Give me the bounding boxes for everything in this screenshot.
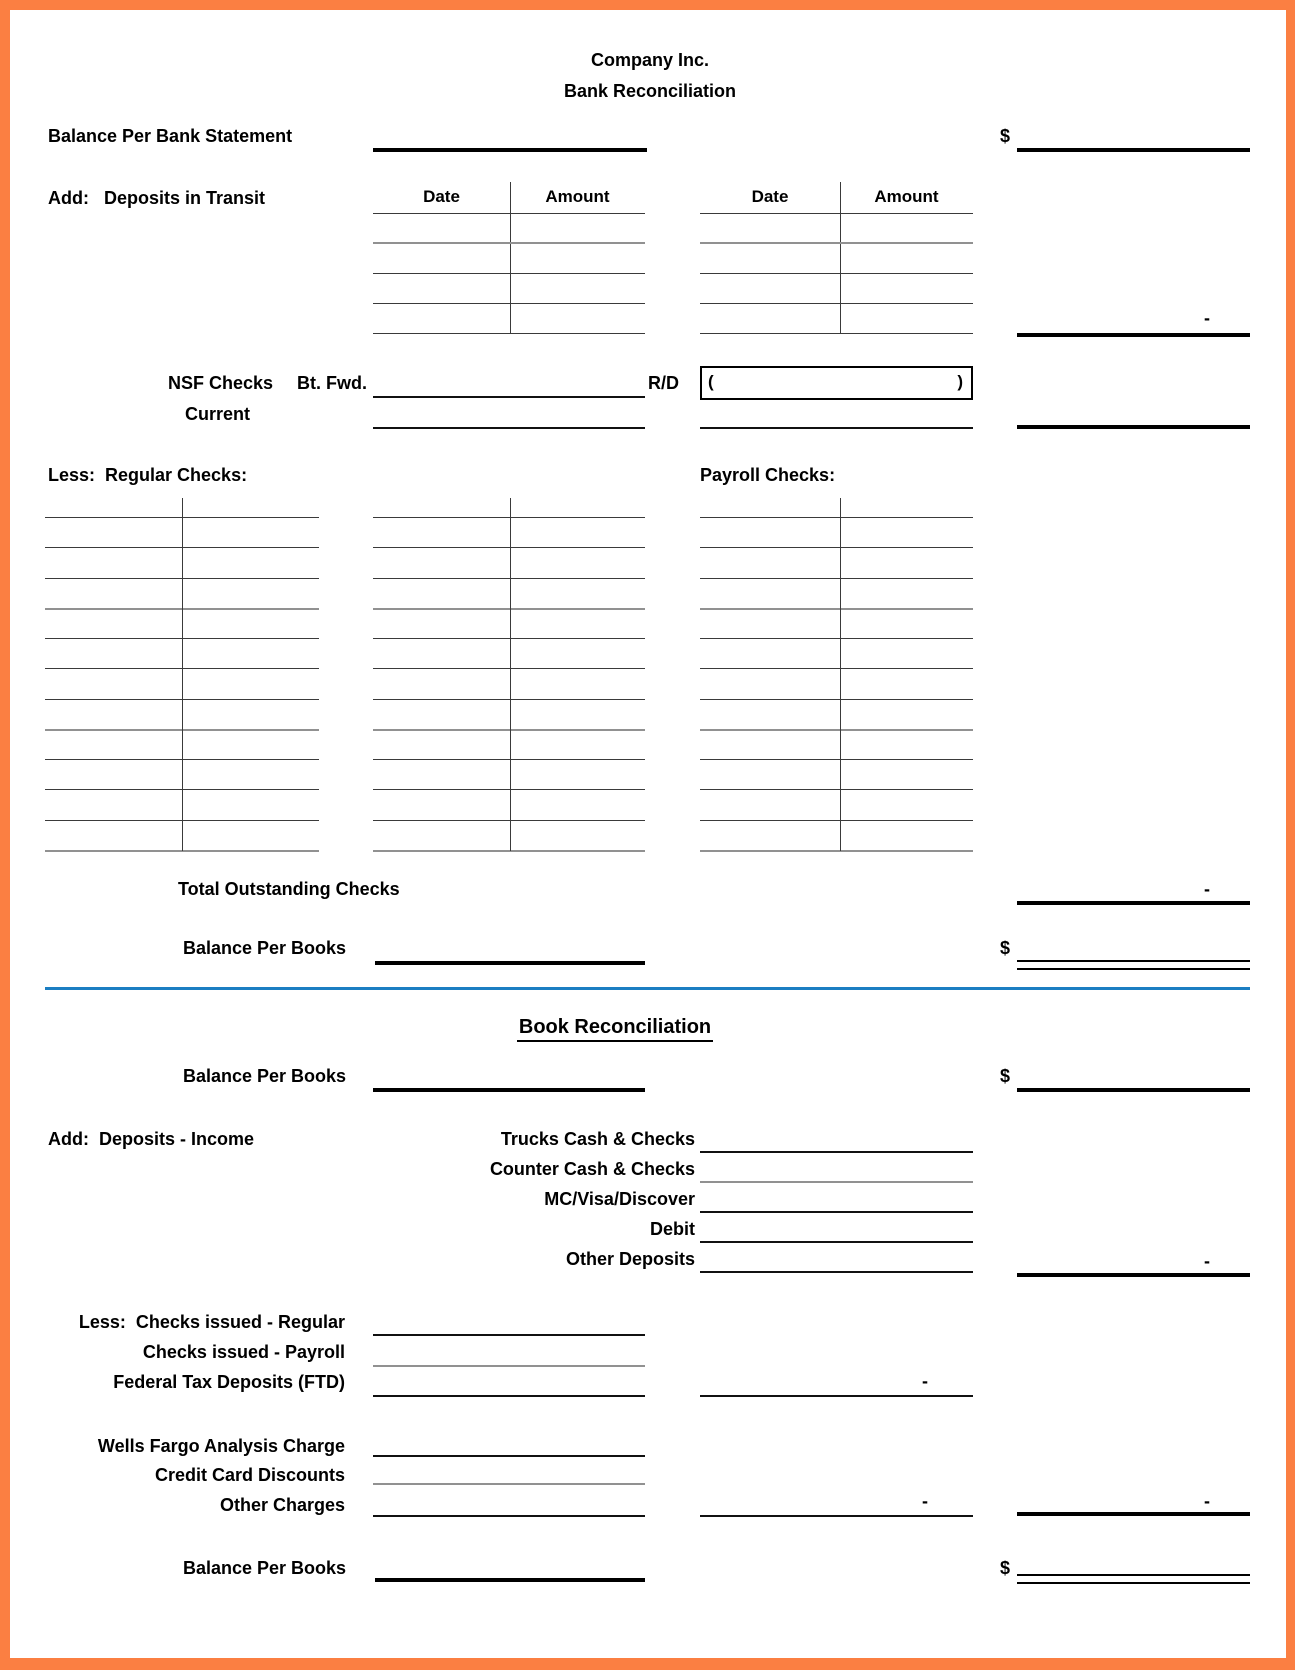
table-row-line[interactable] bbox=[373, 303, 645, 304]
charges-subtotal-line[interactable] bbox=[700, 1515, 973, 1517]
rd-input-line[interactable] bbox=[700, 427, 973, 429]
check-row-line[interactable] bbox=[700, 850, 973, 852]
balance-per-books-total-line-bank[interactable] bbox=[1017, 960, 1250, 970]
charges-total-line[interactable] bbox=[1017, 1512, 1250, 1516]
check-row-line[interactable] bbox=[373, 759, 645, 760]
section-title-bank-reconciliation: Bank Reconciliation bbox=[563, 81, 737, 101]
balance-per-books-label-bank: Balance Per Books bbox=[183, 938, 347, 958]
dollar-sign-books-bank: $ bbox=[1000, 938, 1011, 958]
checks-issued-input-line[interactable] bbox=[373, 1334, 645, 1336]
check-row-line[interactable] bbox=[700, 820, 973, 821]
table-row-line[interactable] bbox=[373, 273, 645, 274]
check-row-line[interactable] bbox=[373, 608, 645, 610]
charges-input-line[interactable] bbox=[373, 1515, 645, 1517]
deposits-in-transit-table-1[interactable] bbox=[373, 182, 645, 334]
balance-per-books-input-line-bottom[interactable] bbox=[375, 1578, 645, 1582]
less-checks-subtotal-line[interactable] bbox=[700, 1395, 973, 1397]
check-table-divider bbox=[510, 498, 511, 851]
bt-fwd-label: Bt. Fwd. bbox=[297, 373, 367, 393]
dollar-sign-bank-balance: $ bbox=[1000, 126, 1011, 146]
checks-issued-input-line[interactable] bbox=[373, 1395, 645, 1397]
check-row-line[interactable] bbox=[373, 789, 645, 790]
check-table-divider bbox=[182, 498, 183, 851]
date-column-header: Date bbox=[751, 187, 789, 206]
table-row-line[interactable] bbox=[373, 333, 645, 334]
balance-per-bank-input-line[interactable] bbox=[373, 148, 647, 152]
nsf-btfwd-input-line[interactable] bbox=[373, 396, 645, 398]
deposit-input-line[interactable] bbox=[700, 1151, 973, 1153]
balance-per-books-amount-line-book[interactable] bbox=[1017, 1088, 1250, 1092]
federal-tax-deposits-label: Federal Tax Deposits (FTD) bbox=[113, 1372, 345, 1392]
check-row-line[interactable] bbox=[700, 729, 973, 731]
table-row-line[interactable] bbox=[700, 213, 973, 214]
company-title: Company Inc. bbox=[590, 50, 710, 70]
check-row-line[interactable] bbox=[700, 789, 973, 790]
nsf-subtotal-line[interactable] bbox=[1017, 425, 1250, 429]
deposits-income-subtotal-line[interactable] bbox=[1017, 1273, 1250, 1277]
rd-label: R/D bbox=[648, 373, 679, 393]
less-checks-regular-label: Less: Checks issued - Regular bbox=[78, 1312, 345, 1332]
current-label: Current bbox=[185, 404, 251, 424]
regular-checks-table-2[interactable] bbox=[373, 498, 645, 851]
add-deposits-in-transit-label: Add: Deposits in Transit bbox=[48, 188, 266, 208]
bank-balance-amount-line[interactable] bbox=[1017, 148, 1250, 152]
other-charges-label: Other Charges bbox=[219, 1495, 345, 1515]
section-title-book-reconciliation: Book Reconciliation bbox=[365, 1014, 865, 1040]
deposit-item-other-label: Other Deposits bbox=[565, 1249, 695, 1269]
payroll-checks-label: Payroll Checks: bbox=[700, 465, 836, 485]
check-row-line[interactable] bbox=[373, 547, 645, 548]
check-row-line[interactable] bbox=[373, 668, 645, 669]
check-row-line[interactable] bbox=[373, 699, 645, 700]
checks-payroll-label: Checks issued - Payroll bbox=[142, 1342, 345, 1362]
total-outstanding-dash: - bbox=[1204, 879, 1210, 899]
check-row-line[interactable] bbox=[373, 729, 645, 731]
balance-per-books-total-line-bottom[interactable] bbox=[1017, 1574, 1250, 1584]
check-row-line[interactable] bbox=[700, 699, 973, 700]
table-row-line[interactable] bbox=[700, 333, 973, 334]
wells-fargo-charge-label: Wells Fargo Analysis Charge bbox=[97, 1436, 345, 1456]
table-row-line[interactable] bbox=[700, 273, 973, 274]
table-row-line[interactable] bbox=[373, 213, 645, 214]
charges-dash: - bbox=[922, 1491, 928, 1511]
table-row-line[interactable] bbox=[700, 242, 973, 244]
open-paren: ( bbox=[708, 372, 714, 391]
total-outstanding-line[interactable] bbox=[1017, 901, 1250, 905]
dollar-sign-books-top: $ bbox=[1000, 1066, 1011, 1086]
deposit-item-trucks-label: Trucks Cash & Checks bbox=[500, 1129, 695, 1149]
total-outstanding-checks-label: Total Outstanding Checks bbox=[178, 879, 400, 899]
amount-column-header: Amount bbox=[545, 187, 610, 206]
balance-per-books-input-line-bank[interactable] bbox=[375, 961, 645, 965]
checks-issued-input-line[interactable] bbox=[373, 1365, 645, 1367]
check-row-line[interactable] bbox=[373, 578, 645, 579]
current-input-line[interactable] bbox=[373, 427, 645, 429]
check-row-line[interactable] bbox=[373, 517, 645, 518]
deposit-input-line[interactable] bbox=[700, 1271, 973, 1273]
balance-per-books-input-line-book[interactable] bbox=[373, 1088, 645, 1092]
check-row-line[interactable] bbox=[700, 759, 973, 760]
amount-column-header: Amount bbox=[874, 187, 939, 206]
date-column-header: Date bbox=[423, 187, 460, 206]
charges-total-dash: - bbox=[1204, 1491, 1210, 1511]
add-deposits-income-label: Add: Deposits - Income bbox=[48, 1129, 255, 1149]
credit-card-discounts-label: Credit Card Discounts bbox=[154, 1465, 345, 1485]
check-row-line[interactable] bbox=[700, 547, 973, 548]
balance-per-books-label-bottom: Balance Per Books bbox=[183, 1558, 347, 1578]
deposits-in-transit-table-2[interactable] bbox=[700, 182, 973, 334]
table-row-line[interactable] bbox=[373, 242, 645, 244]
check-row-line[interactable] bbox=[700, 668, 973, 669]
check-row-line[interactable] bbox=[373, 850, 645, 852]
deposits-income-dash: - bbox=[1204, 1251, 1210, 1271]
rd-input-box[interactable] bbox=[700, 366, 973, 400]
close-paren: ) bbox=[957, 372, 963, 391]
deposits-subtotal-dash: - bbox=[1204, 308, 1210, 328]
section-divider-line bbox=[45, 987, 1250, 990]
payroll-checks-table[interactable] bbox=[700, 498, 973, 851]
less-regular-checks-label: Less: Regular Checks: bbox=[48, 465, 248, 485]
charges-input-line[interactable] bbox=[373, 1483, 645, 1485]
deposit-item-mc-visa-label: MC/Visa/Discover bbox=[544, 1189, 695, 1209]
deposits-subtotal-line[interactable] bbox=[1017, 333, 1250, 337]
regular-checks-table-1[interactable] bbox=[45, 498, 319, 851]
deposit-input-line[interactable] bbox=[700, 1241, 973, 1243]
check-row-line[interactable] bbox=[373, 820, 645, 821]
balance-per-books-label-book: Balance Per Books bbox=[183, 1066, 347, 1086]
check-row-line[interactable] bbox=[700, 608, 973, 610]
balance-per-bank-statement-label: Balance Per Bank Statement bbox=[48, 126, 293, 146]
charges-input-line[interactable] bbox=[373, 1455, 645, 1457]
less-checks-dash: - bbox=[922, 1371, 928, 1391]
check-row-line[interactable] bbox=[700, 638, 973, 639]
dollar-sign-books-bottom: $ bbox=[1000, 1558, 1011, 1578]
deposit-item-counter-label: Counter Cash & Checks bbox=[489, 1159, 695, 1179]
deposit-input-line[interactable] bbox=[700, 1211, 973, 1213]
check-row-line[interactable] bbox=[373, 638, 645, 639]
check-row-line[interactable] bbox=[700, 517, 973, 518]
table-row-line[interactable] bbox=[700, 303, 973, 304]
deposit-item-debit-label: Debit bbox=[650, 1219, 695, 1239]
check-table-divider bbox=[840, 498, 841, 851]
nsf-checks-label: NSF Checks bbox=[168, 373, 274, 393]
deposit-input-line[interactable] bbox=[700, 1181, 973, 1183]
check-row-line[interactable] bbox=[700, 578, 973, 579]
